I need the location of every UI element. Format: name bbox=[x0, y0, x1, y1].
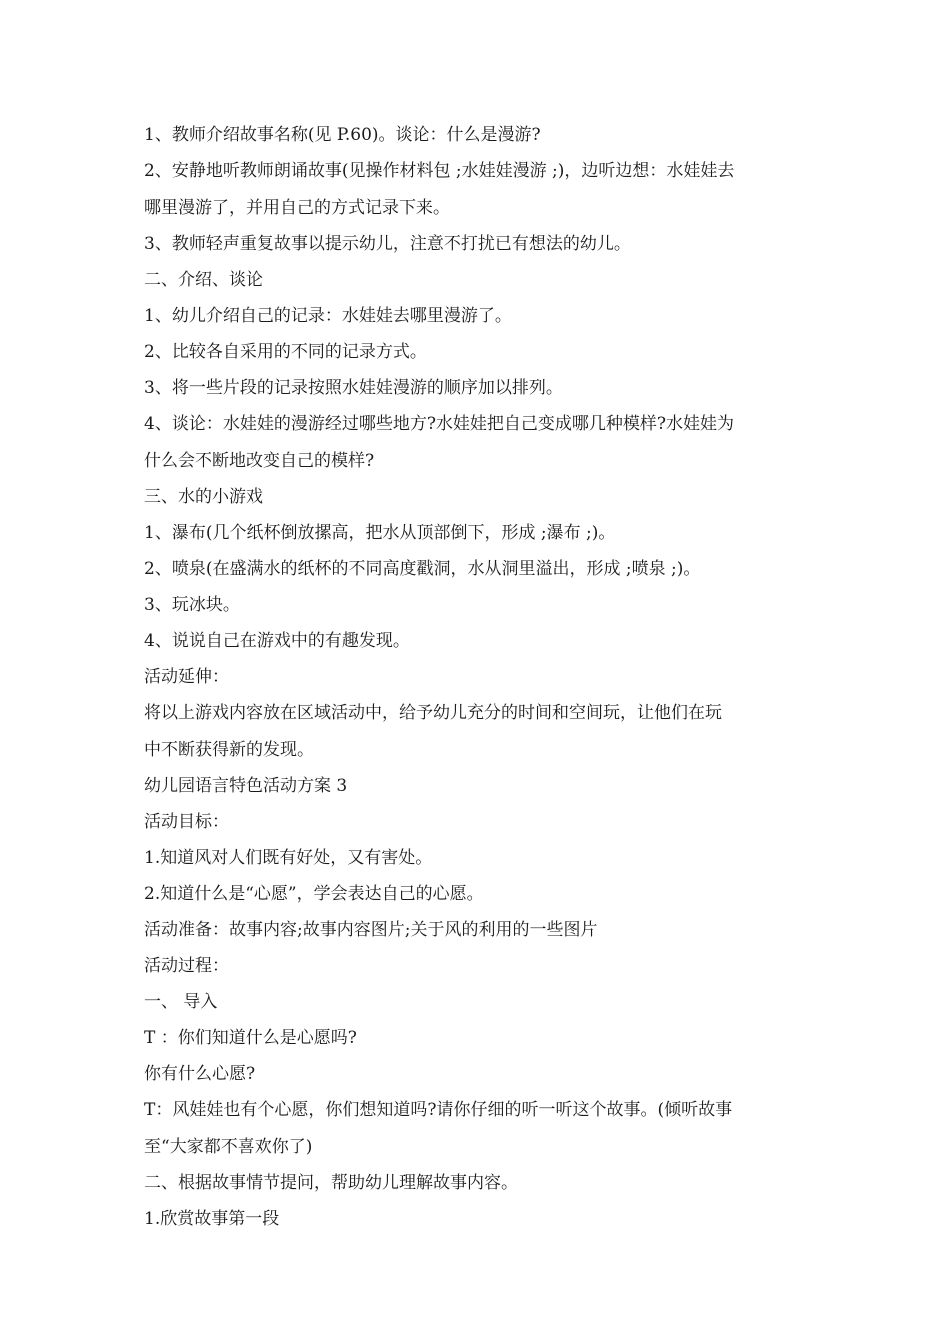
text-line: 1、幼儿介绍自己的记录：水娃娃去哪里漫游了。 bbox=[144, 306, 512, 326]
text-line: 活动准备：故事内容;故事内容图片;关于风的利用的一些图片 bbox=[144, 920, 598, 940]
text-line: 3、将一些片段的记录按照水娃娃漫游的顺序加以排列。 bbox=[144, 378, 563, 398]
text-line: 1、教师介绍故事名称(见 P.60)。谈论：什么是漫游? bbox=[144, 125, 541, 145]
text-line: 2、喷泉(在盛满水的纸杯的不同高度戳洞，水从洞里溢出，形成 ;喷泉 ;)。 bbox=[144, 559, 701, 579]
section-heading: 一、 导入 bbox=[144, 992, 218, 1012]
section-heading: 活动延伸： bbox=[144, 667, 229, 687]
section-heading: 三、水的小游戏 bbox=[144, 487, 263, 507]
text-line: 1、瀑布(几个纸杯倒放摞高，把水从顶部倒下，形成 ;瀑布 ;)。 bbox=[144, 523, 616, 543]
text-line: 哪里漫游了，并用自己的方式记录下来。 bbox=[144, 198, 450, 218]
text-line: 什么会不断地改变自己的模样? bbox=[144, 451, 375, 471]
text-line: T ：你们知道什么是心愿吗? bbox=[144, 1028, 357, 1048]
text-line: 1.知道风对人们既有好处，又有害处。 bbox=[144, 848, 433, 868]
text-line: 3、教师轻声重复故事以提示幼儿，注意不打扰已有想法的幼儿。 bbox=[144, 234, 631, 254]
document-body bbox=[144, 117, 810, 1237]
section-heading: 二、根据故事情节提问，帮助幼儿理解故事内容。 bbox=[144, 1173, 518, 1193]
text-line: 至“大家都不喜欢你了) bbox=[144, 1137, 313, 1157]
text-line: 4、说说自己在游戏中的有趣发现。 bbox=[144, 631, 410, 651]
text-line: 2、比较各自采用的不同的记录方式。 bbox=[144, 342, 427, 362]
document-title: 幼儿园语言特色活动方案 3 bbox=[144, 776, 348, 796]
text-line: 2、安静地听教师朗诵故事(见操作材料包 ;水娃娃漫游 ;)，边听边想：水娃娃去 bbox=[144, 161, 735, 181]
text-line: 将以上游戏内容放在区域活动中，给予幼儿充分的时间和空间玩，让他们在玩 bbox=[144, 703, 722, 723]
text-line: 4、谈论：水娃娃的漫游经过哪些地方?水娃娃把自己变成哪几种模样?水娃娃为 bbox=[144, 414, 735, 434]
text-line: 你有什么心愿? bbox=[144, 1064, 256, 1084]
text-line: T：风娃娃也有个心愿，你们想知道吗?请你仔细的听一听这个故事。(倾听故事 bbox=[144, 1100, 733, 1120]
text-line: 中不断获得新的发现。 bbox=[144, 740, 314, 760]
section-heading: 二、介绍、谈论 bbox=[144, 270, 263, 290]
text-line: 2.知道什么是“心愿”，学会表达自己的心愿。 bbox=[144, 884, 484, 904]
section-heading: 活动过程： bbox=[144, 956, 229, 976]
text-line: 1.欣赏故事第一段 bbox=[144, 1209, 280, 1229]
section-heading: 活动目标： bbox=[144, 812, 229, 832]
text-line: 3、玩冰块。 bbox=[144, 595, 240, 615]
